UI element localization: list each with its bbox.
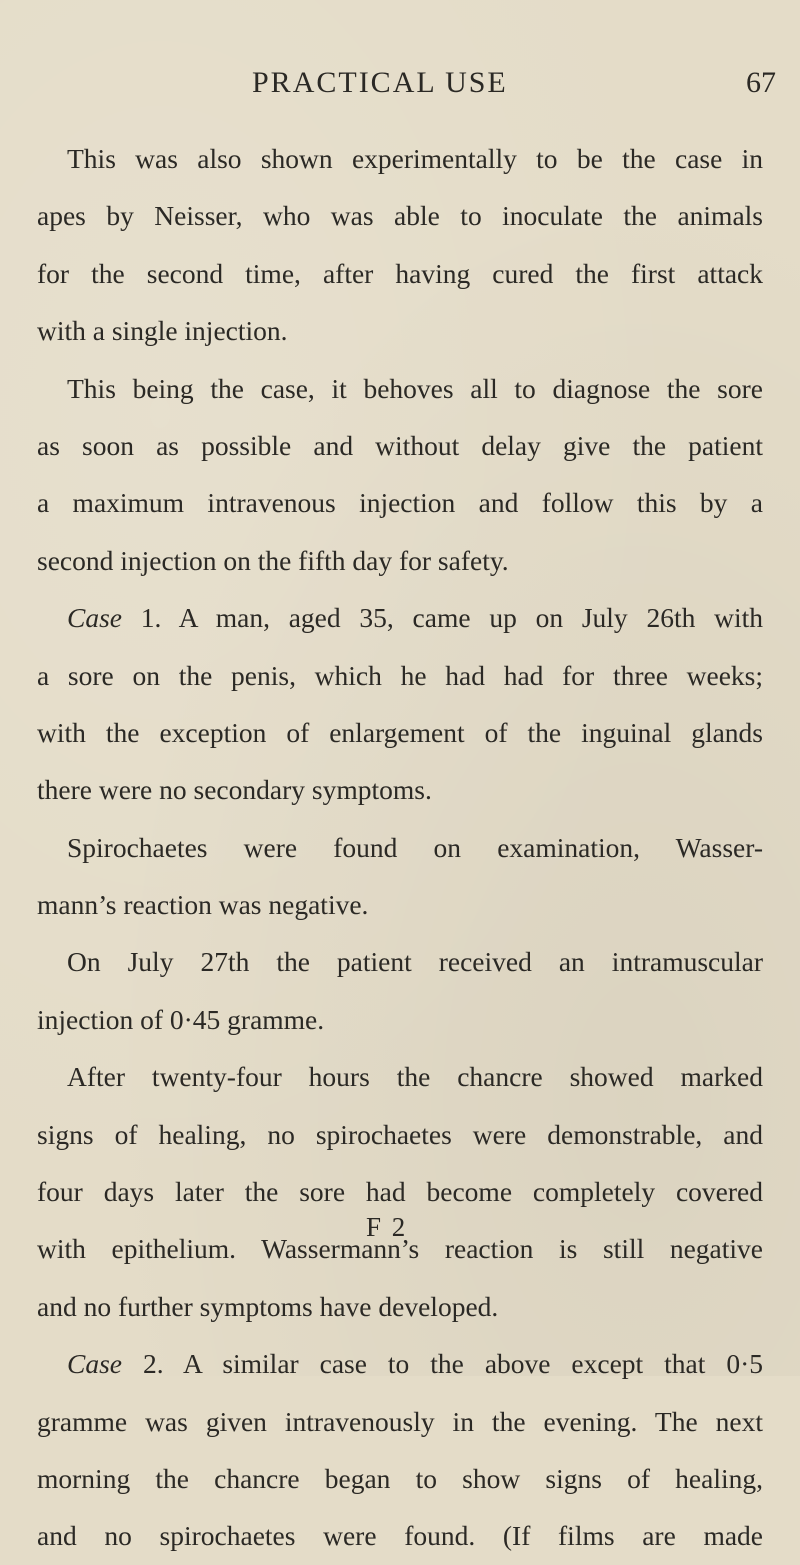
text-line: signs of healing, no spirochaetes were demonstrable, and [37,1118,763,1150]
text-line: Case 1. A man, aged 35, came up on July 26th with [67,602,763,634]
text-line: Spirochaetes were found on examination, Wasser- [67,831,763,863]
text-line: as soon as possible and without delay give the patient [37,429,763,461]
text-line: mann’s reaction was negative. [37,889,369,921]
text-line: a maximum intravenous injection and follow this by a [37,487,763,519]
text-line: with epithelium. Wassermann’s reaction is still negative [37,1233,763,1265]
case-label: Case [67,602,122,634]
text-line: This being the case, it behoves all to diagnose the sore [67,372,763,404]
text-line: with a single injection. [37,315,288,347]
text-line: for the second time, after having cured the first attack [37,257,763,289]
text-line: and no further symptoms have developed. [37,1290,499,1322]
text-line: On July 27th the patient received an intramuscular [67,946,763,978]
text-line: there were no secondary symptoms. [37,774,432,806]
text-line: gramme was given intravenously in the evening. The next [37,1405,763,1437]
text-line: and no spirochaetes were found. (If films are made [37,1520,763,1552]
body-text [37,130,763,1565]
text-line: four days later the sore had become completely covered [37,1176,763,1208]
text-line: After twenty-four hours the chancre showed marked [67,1061,763,1093]
text-line: second injection on the fifth day for safety. [37,544,509,576]
text-line: a sore on the penis, which he had had for three weeks; [37,659,763,691]
text-line: injection of 0·45 gramme. [37,1003,325,1035]
text-line: This was also shown experimentally to be the case in [67,143,763,174]
case-label: Case [67,1348,122,1380]
running-title: PRACTICAL USE [252,66,508,99]
page-number: 67 [746,66,776,99]
signature-mark: F 2 [366,1212,408,1242]
text-line: morning the chancre began to show signs of healing, [37,1462,763,1494]
text-line: apes by Neisser, who was able to inoculate the animals [37,200,763,232]
page-header [0,66,800,106]
text-line: with the exception of enlargement of the inguinal glands [37,716,763,748]
text-line: Case 2. A similar case to the above except that 0·5 [67,1348,763,1380]
